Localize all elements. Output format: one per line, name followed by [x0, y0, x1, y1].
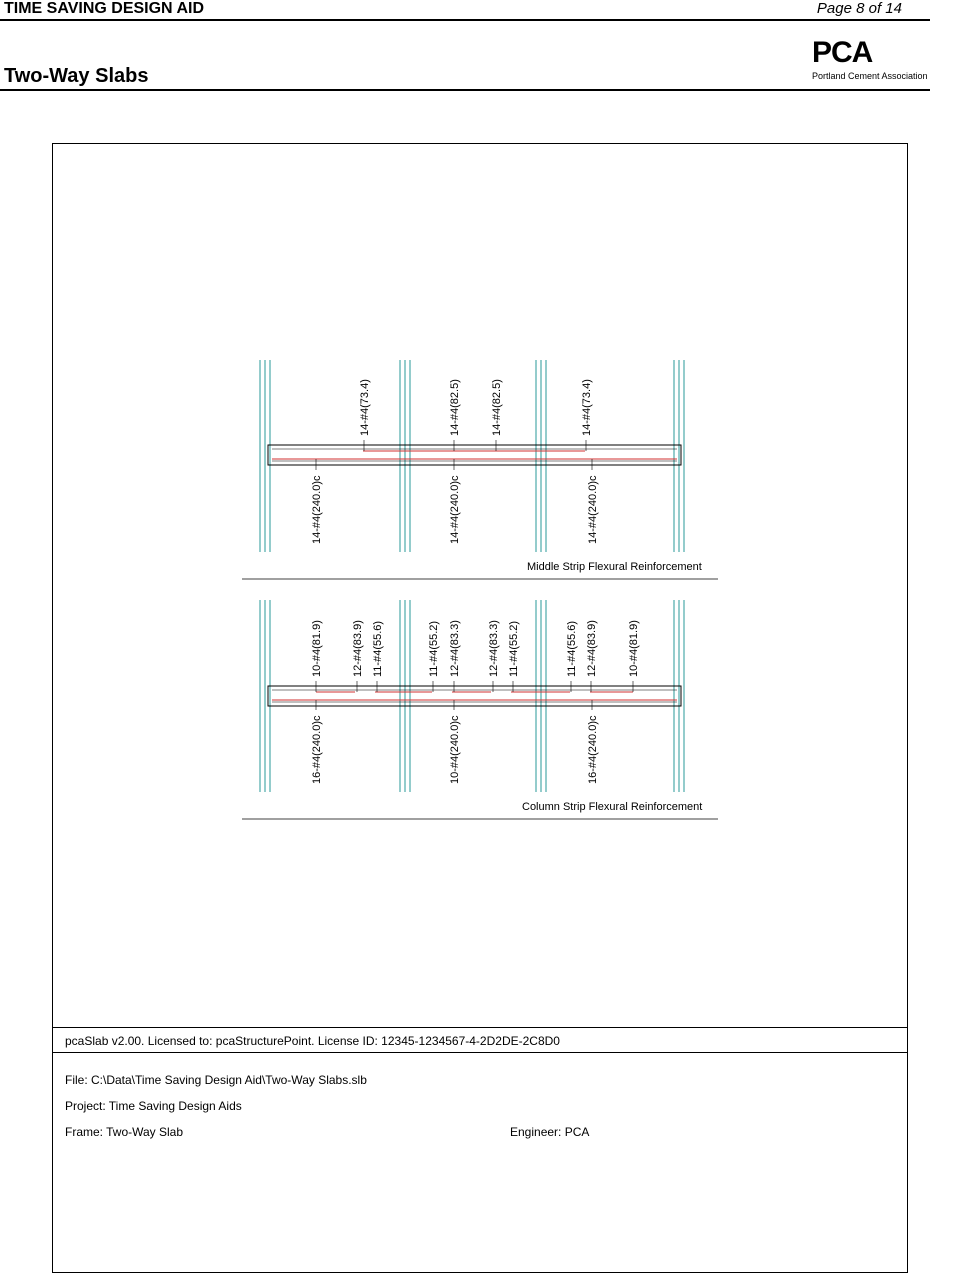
column_strip-top-label-7: 11-#4(55.6)	[566, 620, 578, 677]
middle_strip-top-label-1: 14-#4(82.5)	[449, 379, 461, 436]
frame-name: Frame: Two-Way Slab	[65, 1125, 184, 1139]
column_strip-slab-outline	[268, 686, 681, 706]
pca-logo-mark: PCA	[812, 36, 873, 69]
section-title: Two-Way Slabs	[4, 65, 149, 87]
column_strip-top-label-1: 12-#4(83.9)	[352, 620, 364, 677]
rebar-lines	[272, 440, 677, 710]
column_strip-top-label-8: 12-#4(83.9)	[586, 620, 598, 677]
column_strip-top-label-5: 12-#4(83.3)	[488, 620, 500, 677]
pca-logo-text: Portland Cement Association	[812, 71, 928, 81]
middle_strip-top-label-2: 14-#4(82.5)	[491, 379, 503, 436]
column_strip-bottom-label-0: 16-#4(240.0)c	[311, 715, 323, 784]
column_strip-top-label-4: 12-#4(83.3)	[449, 620, 461, 677]
middle_strip-bottom-label-1: 14-#4(240.0)c	[449, 475, 461, 544]
project-name: Project: Time Saving Design Aids	[65, 1099, 242, 1113]
column_strip-caption: Column Strip Flexural Reinforcement	[522, 801, 703, 813]
column_strip-top-label-0: 10-#4(81.9)	[311, 620, 323, 677]
middle_strip-top-label-0: 14-#4(73.4)	[359, 379, 371, 436]
column_strip-top-label-6: 11-#4(55.2)	[508, 620, 520, 677]
middle_strip-top-label-3: 14-#4(73.4)	[581, 379, 593, 436]
column-gridlines	[260, 360, 684, 792]
file-path: File: C:\Data\Time Saving Design Aid\Two-Way Slabs.slb	[65, 1073, 367, 1087]
middle_strip-bottom-label-2: 14-#4(240.0)c	[587, 475, 599, 544]
column_strip-bottom-label-2: 16-#4(240.0)c	[587, 715, 599, 784]
page-number: Page 8 of 14	[816, 0, 902, 17]
column_strip-top-label-9: 10-#4(81.9)	[628, 620, 640, 677]
rebar-labels	[311, 379, 640, 784]
slab-outlines	[268, 445, 681, 706]
license-line: pcaSlab v2.00. Licensed to: pcaStructurePoint. License ID: 12345-1234567-4-2D2DE-2C8D0	[65, 1034, 560, 1048]
document-title: TIME SAVING DESIGN AID	[4, 0, 205, 17]
middle_strip-slab-outline	[268, 445, 681, 465]
column_strip-top-label-3: 11-#4(55.2)	[428, 620, 440, 677]
column_strip-top-label-2: 11-#4(55.6)	[372, 620, 384, 677]
middle_strip-caption: Middle Strip Flexural Reinforcement	[527, 561, 702, 573]
middle_strip-bottom-label-0: 14-#4(240.0)c	[311, 475, 323, 544]
column_strip-bottom-label-1: 10-#4(240.0)c	[449, 715, 461, 784]
engineer-name: Engineer: PCA	[510, 1125, 590, 1139]
